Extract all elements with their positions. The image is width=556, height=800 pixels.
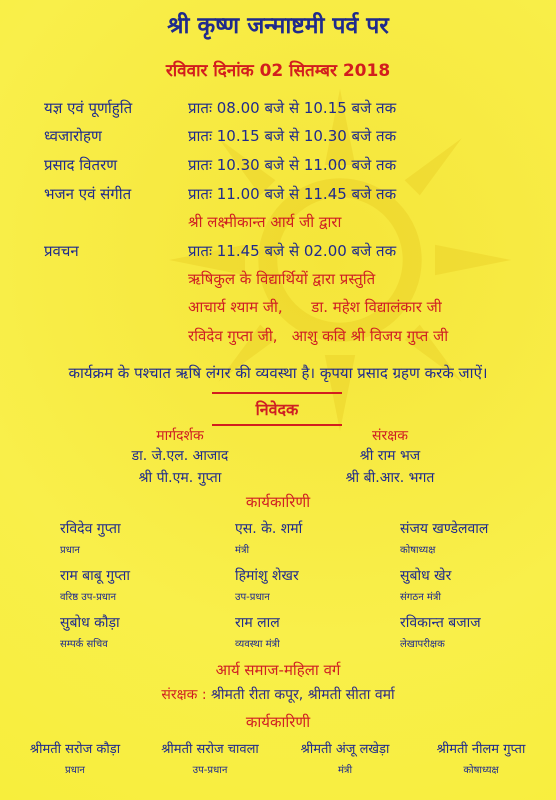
mahila-karyakarini-heading: कार्यकारिणी xyxy=(245,713,311,731)
schedule-label: प्रसाद वितरण xyxy=(44,156,118,174)
sanrakshak-heading: संरक्षक xyxy=(372,428,408,444)
member-role: मंत्री xyxy=(235,545,250,556)
member-name: श्रीमती सरोज चावला xyxy=(161,742,259,757)
member-name: हिमांशु शेखर xyxy=(235,568,299,584)
mahila-sanrakshak-names: श्रीमती रीता कपूर, श्रीमती सीता वर्मा xyxy=(211,687,395,703)
schedule-time: प्रातः 10.30 बजे से 11.00 बजे तक xyxy=(188,156,397,174)
member-role: वरिष्ठ उप-प्रधान xyxy=(60,592,117,603)
member-name: श्रीमती अंजू लखेड़ा xyxy=(300,742,390,757)
nivedak-banner xyxy=(212,392,342,426)
langar-notice: कार्यक्रम के पश्चात ऋषि लंगर की व्यवस्था है। कृपया प्रसाद ग्रहण करके जाऐं। xyxy=(68,364,488,382)
nivedak-label: निवेदक xyxy=(255,400,299,419)
sanrakshak-name: श्री राम भज xyxy=(359,448,421,464)
member-role: उप-प्रधान xyxy=(192,765,228,776)
pravachan-speakers: आचार्य श्याम जी, डा. महेश विद्यालंकार जी xyxy=(188,298,442,316)
member-role: कोषाध्यक्ष xyxy=(400,545,436,556)
member-name: रविकान्त बजाज xyxy=(400,615,481,631)
member-name: रविदेव गुप्ता xyxy=(60,521,121,537)
bhajan-performer: श्री लक्ष्मीकान्त आर्य जी द्वारा xyxy=(188,213,342,231)
pravachan-speakers: रविदेव गुप्ता जी, आशु कवि श्री विजय गुप्त जी xyxy=(188,327,449,345)
schedule-label: भजन एवं संगीत xyxy=(44,185,132,203)
margdarshak-name: डा. जे.एल. आजाद xyxy=(131,448,229,464)
member-role: संगठन मंत्री xyxy=(400,592,442,603)
member-role: लेखापरीक्षक xyxy=(400,639,445,650)
schedule-time: प्रातः 08.00 बजे से 10.15 बजे तक xyxy=(188,99,397,117)
member-role: उप-प्रधान xyxy=(235,592,270,603)
member-role: प्रधान xyxy=(65,765,85,776)
member-role: मंत्री xyxy=(337,765,353,776)
member-role: व्यवस्था मंत्री xyxy=(235,639,280,650)
schedule-label: प्रवचन xyxy=(44,242,79,260)
event-title: श्री कृष्ण जन्माष्टमी पर्व पर xyxy=(167,13,389,39)
margdarshak-heading: मार्गदर्शक xyxy=(156,428,204,444)
schedule-label: यज्ञ एवं पूर्णाहुति xyxy=(44,99,133,117)
member-name: राम लाल xyxy=(235,615,280,631)
margdarshak-name: श्री पी.एम. गुप्ता xyxy=(138,470,222,486)
event-date: रविवार दिनांक 02 सितम्बर 2018 xyxy=(165,61,391,81)
member-name: श्रीमती सरोज कौड़ा xyxy=(29,742,121,757)
mahila-sanrakshak-label: संरक्षक : xyxy=(161,687,207,703)
member-name: संजय खण्डेलवाल xyxy=(400,521,489,537)
schedule-label: ध्वजारोहण xyxy=(44,127,102,145)
member-name: सुबोध कौड़ा xyxy=(60,615,120,631)
pravachan-presented-by: ऋषिकुल के विद्यार्थियों द्वारा प्रस्तुति xyxy=(188,270,376,288)
member-name: एस. के. शर्मा xyxy=(235,521,303,537)
schedule-time: प्रातः 10.15 बजे से 10.30 बजे तक xyxy=(188,127,397,145)
member-name: सुबोध खेर xyxy=(400,568,452,584)
member-role: सम्पर्क सचिव xyxy=(60,639,108,650)
member-name: श्रीमती नीलम गुप्ता xyxy=(436,742,526,757)
member-role: कोषाध्यक्ष xyxy=(463,765,499,776)
karyakarini-heading: कार्यकारिणी xyxy=(245,493,311,511)
mahila-sanrakshak-row xyxy=(0,685,556,704)
member-name: राम बाबू गुप्ता xyxy=(60,568,131,584)
schedule-time: प्रातः 11.45 बजे से 02.00 बजे तक xyxy=(188,242,397,260)
mahila-varg-heading: आर्य समाज-महिला वर्ग xyxy=(215,661,341,679)
member-role: प्रधान xyxy=(60,545,80,556)
schedule-time: प्रातः 11.00 बजे से 11.45 बजे तक xyxy=(188,185,397,203)
sanrakshak-name: श्री बी.आर. भगत xyxy=(345,470,435,486)
